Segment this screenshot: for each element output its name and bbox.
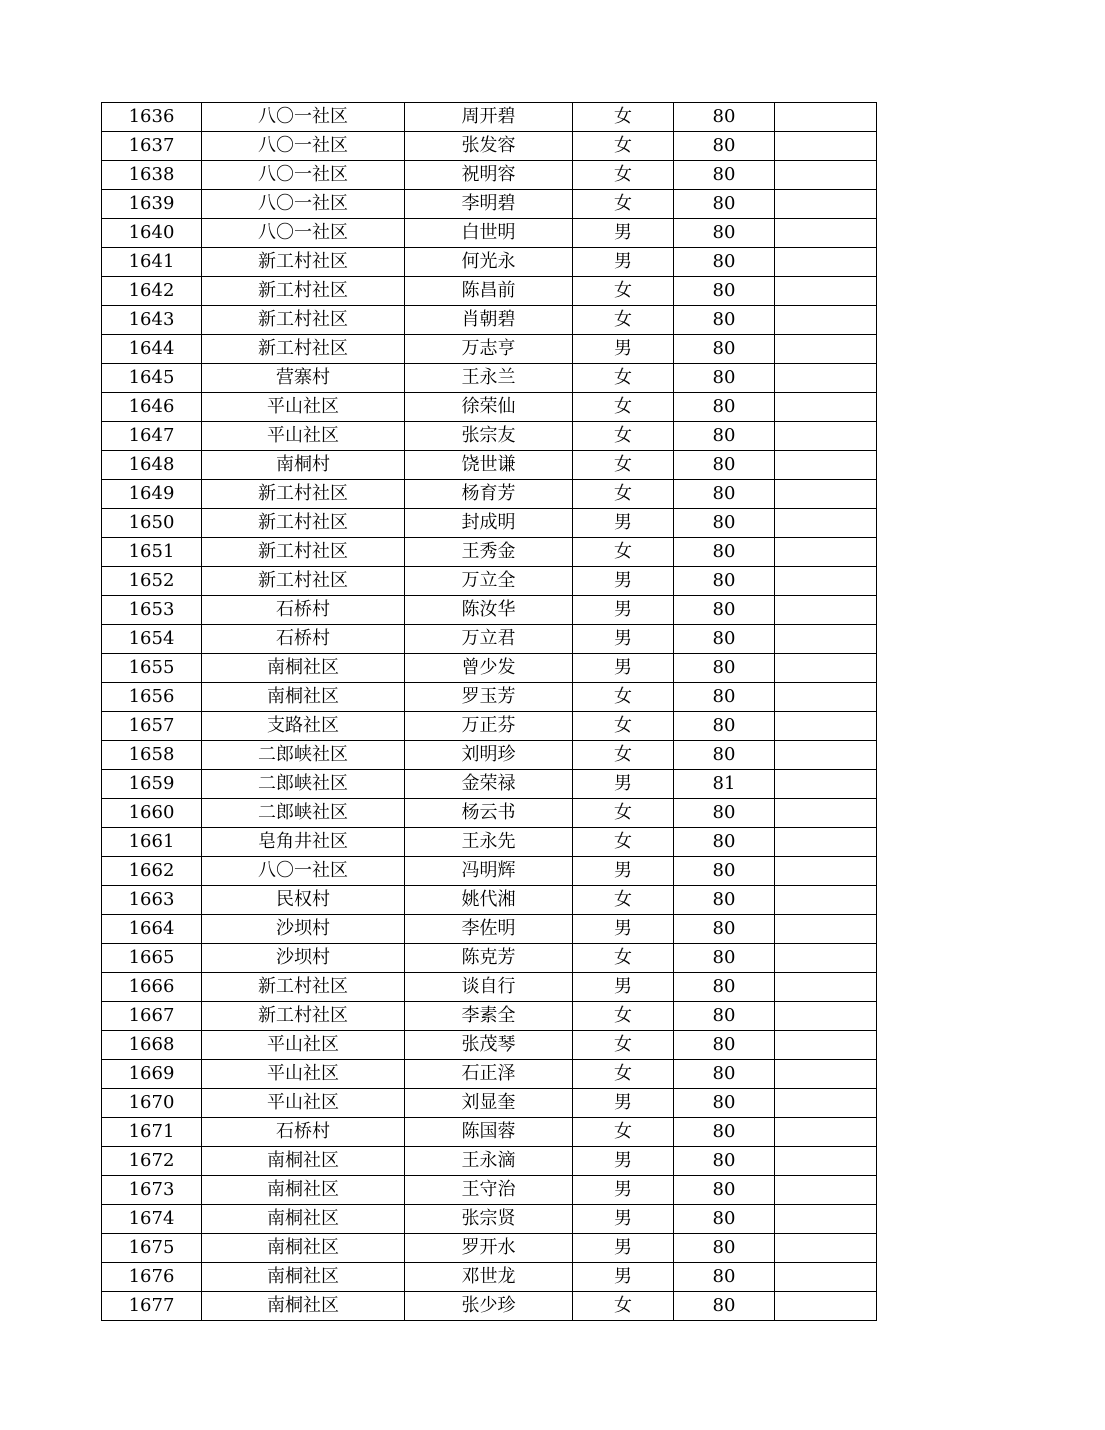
row-number-cell: 1677 [102, 1292, 202, 1321]
gender-cell: 男 [573, 973, 674, 1002]
table-row [102, 190, 877, 219]
community-cell: 南桐社区 [202, 654, 405, 683]
row-number-cell: 1645 [102, 364, 202, 393]
name-cell: 肖朝碧 [405, 306, 573, 335]
remark-cell [775, 1263, 877, 1292]
row-number-cell: 1643 [102, 306, 202, 335]
community-cell: 石桥村 [202, 596, 405, 625]
community-cell: 新工村社区 [202, 306, 405, 335]
row-number-cell: 1663 [102, 886, 202, 915]
table-row [102, 219, 877, 248]
community-cell: 新工村社区 [202, 509, 405, 538]
remark-cell [775, 741, 877, 770]
table-row [102, 1060, 877, 1089]
gender-cell: 女 [573, 886, 674, 915]
name-cell: 张茂琴 [405, 1031, 573, 1060]
row-number-cell: 1636 [102, 103, 202, 132]
community-cell: 八〇一社区 [202, 219, 405, 248]
table-row [102, 1031, 877, 1060]
row-number-cell: 1660 [102, 799, 202, 828]
community-cell: 民权村 [202, 886, 405, 915]
age-cell: 80 [674, 712, 775, 741]
community-cell: 南桐社区 [202, 683, 405, 712]
table-row [102, 538, 877, 567]
age-cell: 80 [674, 306, 775, 335]
remark-cell [775, 190, 877, 219]
age-cell: 80 [674, 248, 775, 277]
table-row [102, 306, 877, 335]
gender-cell: 女 [573, 1060, 674, 1089]
name-cell: 陈克芳 [405, 944, 573, 973]
community-cell: 沙坝村 [202, 944, 405, 973]
table-row [102, 103, 877, 132]
remark-cell [775, 973, 877, 1002]
age-cell: 80 [674, 1176, 775, 1205]
remark-cell [775, 1292, 877, 1321]
row-number-cell: 1647 [102, 422, 202, 451]
table-row [102, 857, 877, 886]
gender-cell: 女 [573, 1031, 674, 1060]
table-row [102, 1263, 877, 1292]
table-row [102, 364, 877, 393]
row-number-cell: 1650 [102, 509, 202, 538]
row-number-cell: 1672 [102, 1147, 202, 1176]
name-cell: 万正芬 [405, 712, 573, 741]
row-number-cell: 1648 [102, 451, 202, 480]
gender-cell: 女 [573, 1002, 674, 1031]
community-cell: 南桐社区 [202, 1234, 405, 1263]
row-number-cell: 1653 [102, 596, 202, 625]
row-number-cell: 1654 [102, 625, 202, 654]
row-number-cell: 1657 [102, 712, 202, 741]
remark-cell [775, 1060, 877, 1089]
age-cell: 80 [674, 480, 775, 509]
row-number-cell: 1671 [102, 1118, 202, 1147]
row-number-cell: 1675 [102, 1234, 202, 1263]
remark-cell [775, 1002, 877, 1031]
community-cell: 南桐社区 [202, 1147, 405, 1176]
name-cell: 万立全 [405, 567, 573, 596]
remark-cell [775, 857, 877, 886]
remark-cell [775, 538, 877, 567]
age-cell: 80 [674, 451, 775, 480]
community-cell: 新工村社区 [202, 277, 405, 306]
remark-cell [775, 1176, 877, 1205]
name-cell: 石正泽 [405, 1060, 573, 1089]
age-cell: 80 [674, 683, 775, 712]
name-cell: 封成明 [405, 509, 573, 538]
gender-cell: 女 [573, 944, 674, 973]
gender-cell: 男 [573, 248, 674, 277]
age-cell: 80 [674, 393, 775, 422]
community-cell: 南桐社区 [202, 1176, 405, 1205]
gender-cell: 男 [573, 1147, 674, 1176]
remark-cell [775, 770, 877, 799]
age-cell: 80 [674, 1234, 775, 1263]
row-number-cell: 1655 [102, 654, 202, 683]
name-cell: 李素全 [405, 1002, 573, 1031]
age-cell: 80 [674, 1002, 775, 1031]
gender-cell: 男 [573, 596, 674, 625]
table-row [102, 277, 877, 306]
name-cell: 王永滴 [405, 1147, 573, 1176]
age-cell: 80 [674, 277, 775, 306]
name-cell: 罗开水 [405, 1234, 573, 1263]
name-cell: 曾少发 [405, 654, 573, 683]
row-number-cell: 1641 [102, 248, 202, 277]
row-number-cell: 1676 [102, 1263, 202, 1292]
gender-cell: 女 [573, 190, 674, 219]
age-cell: 80 [674, 1147, 775, 1176]
community-cell: 南桐社区 [202, 1205, 405, 1234]
name-cell: 李佐明 [405, 915, 573, 944]
age-cell: 80 [674, 973, 775, 1002]
gender-cell: 女 [573, 451, 674, 480]
table-row [102, 886, 877, 915]
community-cell: 八〇一社区 [202, 857, 405, 886]
table-row [102, 770, 877, 799]
community-cell: 平山社区 [202, 422, 405, 451]
table-row [102, 1176, 877, 1205]
name-cell: 饶世谦 [405, 451, 573, 480]
age-cell: 80 [674, 1031, 775, 1060]
gender-cell: 男 [573, 335, 674, 364]
age-cell: 80 [674, 654, 775, 683]
table-row [102, 335, 877, 364]
name-cell: 陈昌前 [405, 277, 573, 306]
community-cell: 新工村社区 [202, 567, 405, 596]
remark-cell [775, 567, 877, 596]
table-row [102, 248, 877, 277]
name-cell: 张宗贤 [405, 1205, 573, 1234]
age-cell: 80 [674, 944, 775, 973]
age-cell: 80 [674, 857, 775, 886]
data-table [101, 102, 877, 1321]
community-cell: 南桐村 [202, 451, 405, 480]
gender-cell: 男 [573, 857, 674, 886]
row-number-cell: 1666 [102, 973, 202, 1002]
name-cell: 冯明辉 [405, 857, 573, 886]
age-cell: 80 [674, 915, 775, 944]
gender-cell: 女 [573, 1118, 674, 1147]
age-cell: 80 [674, 364, 775, 393]
row-number-cell: 1664 [102, 915, 202, 944]
remark-cell [775, 1031, 877, 1060]
table-row [102, 393, 877, 422]
remark-cell [775, 915, 877, 944]
remark-cell [775, 1147, 877, 1176]
table-row [102, 712, 877, 741]
remark-cell [775, 451, 877, 480]
row-number-cell: 1661 [102, 828, 202, 857]
remark-cell [775, 219, 877, 248]
gender-cell: 女 [573, 480, 674, 509]
name-cell: 王永先 [405, 828, 573, 857]
community-cell: 新工村社区 [202, 480, 405, 509]
name-cell: 周开碧 [405, 103, 573, 132]
remark-cell [775, 886, 877, 915]
community-cell: 二郎峡社区 [202, 799, 405, 828]
name-cell: 徐荣仙 [405, 393, 573, 422]
community-cell: 平山社区 [202, 1089, 405, 1118]
community-cell: 二郎峡社区 [202, 770, 405, 799]
name-cell: 王秀金 [405, 538, 573, 567]
gender-cell: 男 [573, 1176, 674, 1205]
age-cell: 81 [674, 770, 775, 799]
name-cell: 张少珍 [405, 1292, 573, 1321]
table-row [102, 944, 877, 973]
age-cell: 80 [674, 1292, 775, 1321]
name-cell: 刘显奎 [405, 1089, 573, 1118]
remark-cell [775, 364, 877, 393]
table-row [102, 1002, 877, 1031]
table-row [102, 1147, 877, 1176]
row-number-cell: 1667 [102, 1002, 202, 1031]
table-row [102, 451, 877, 480]
remark-cell [775, 596, 877, 625]
row-number-cell: 1659 [102, 770, 202, 799]
community-cell: 南桐社区 [202, 1263, 405, 1292]
remark-cell [775, 277, 877, 306]
age-cell: 80 [674, 538, 775, 567]
row-number-cell: 1670 [102, 1089, 202, 1118]
gender-cell: 男 [573, 1263, 674, 1292]
remark-cell [775, 161, 877, 190]
name-cell: 李明碧 [405, 190, 573, 219]
gender-cell: 男 [573, 915, 674, 944]
name-cell: 刘明珍 [405, 741, 573, 770]
community-cell: 新工村社区 [202, 973, 405, 1002]
table-row [102, 799, 877, 828]
gender-cell: 男 [573, 509, 674, 538]
remark-cell [775, 944, 877, 973]
age-cell: 80 [674, 219, 775, 248]
gender-cell: 男 [573, 770, 674, 799]
table-row [102, 973, 877, 1002]
table-row [102, 422, 877, 451]
gender-cell: 女 [573, 799, 674, 828]
community-cell: 新工村社区 [202, 538, 405, 567]
remark-cell [775, 828, 877, 857]
remark-cell [775, 1205, 877, 1234]
name-cell: 邓世龙 [405, 1263, 573, 1292]
row-number-cell: 1662 [102, 857, 202, 886]
remark-cell [775, 132, 877, 161]
age-cell: 80 [674, 828, 775, 857]
table-row [102, 828, 877, 857]
community-cell: 八〇一社区 [202, 161, 405, 190]
gender-cell: 男 [573, 567, 674, 596]
remark-cell [775, 422, 877, 451]
table-row [102, 915, 877, 944]
name-cell: 白世明 [405, 219, 573, 248]
name-cell: 姚代湘 [405, 886, 573, 915]
row-number-cell: 1642 [102, 277, 202, 306]
row-number-cell: 1651 [102, 538, 202, 567]
age-cell: 80 [674, 1263, 775, 1292]
age-cell: 80 [674, 161, 775, 190]
name-cell: 陈汝华 [405, 596, 573, 625]
community-cell: 南桐社区 [202, 1292, 405, 1321]
name-cell: 祝明容 [405, 161, 573, 190]
age-cell: 80 [674, 741, 775, 770]
age-cell: 80 [674, 799, 775, 828]
gender-cell: 男 [573, 219, 674, 248]
community-cell: 新工村社区 [202, 1002, 405, 1031]
age-cell: 80 [674, 335, 775, 364]
remark-cell [775, 248, 877, 277]
gender-cell: 女 [573, 393, 674, 422]
table-body [102, 103, 877, 1321]
age-cell: 80 [674, 190, 775, 219]
gender-cell: 男 [573, 1089, 674, 1118]
row-number-cell: 1656 [102, 683, 202, 712]
community-cell: 石桥村 [202, 625, 405, 654]
gender-cell: 女 [573, 712, 674, 741]
row-number-cell: 1637 [102, 132, 202, 161]
table-row [102, 132, 877, 161]
community-cell: 新工村社区 [202, 248, 405, 277]
table-row [102, 1292, 877, 1321]
table-row [102, 567, 877, 596]
community-cell: 皂角井社区 [202, 828, 405, 857]
name-cell: 万立君 [405, 625, 573, 654]
name-cell: 杨云书 [405, 799, 573, 828]
remark-cell [775, 509, 877, 538]
age-cell: 80 [674, 132, 775, 161]
name-cell: 张发容 [405, 132, 573, 161]
remark-cell [775, 393, 877, 422]
gender-cell: 女 [573, 364, 674, 393]
gender-cell: 女 [573, 103, 674, 132]
community-cell: 营寨村 [202, 364, 405, 393]
age-cell: 80 [674, 567, 775, 596]
community-cell: 沙坝村 [202, 915, 405, 944]
table-row [102, 1089, 877, 1118]
table-row [102, 161, 877, 190]
table-row [102, 1118, 877, 1147]
remark-cell [775, 625, 877, 654]
name-cell: 杨育芳 [405, 480, 573, 509]
row-number-cell: 1658 [102, 741, 202, 770]
gender-cell: 女 [573, 741, 674, 770]
gender-cell: 女 [573, 277, 674, 306]
row-number-cell: 1646 [102, 393, 202, 422]
community-cell: 石桥村 [202, 1118, 405, 1147]
name-cell: 万志亨 [405, 335, 573, 364]
gender-cell: 女 [573, 422, 674, 451]
remark-cell [775, 712, 877, 741]
age-cell: 80 [674, 509, 775, 538]
remark-cell [775, 683, 877, 712]
age-cell: 80 [674, 1205, 775, 1234]
row-number-cell: 1652 [102, 567, 202, 596]
row-number-cell: 1668 [102, 1031, 202, 1060]
name-cell: 陈国蓉 [405, 1118, 573, 1147]
remark-cell [775, 1089, 877, 1118]
gender-cell: 女 [573, 1292, 674, 1321]
table-row [102, 654, 877, 683]
age-cell: 80 [674, 1118, 775, 1147]
age-cell: 80 [674, 886, 775, 915]
name-cell: 谈自行 [405, 973, 573, 1002]
community-cell: 平山社区 [202, 1031, 405, 1060]
community-cell: 支路社区 [202, 712, 405, 741]
remark-cell [775, 799, 877, 828]
community-cell: 八〇一社区 [202, 132, 405, 161]
gender-cell: 男 [573, 1205, 674, 1234]
gender-cell: 女 [573, 161, 674, 190]
age-cell: 80 [674, 422, 775, 451]
gender-cell: 男 [573, 654, 674, 683]
name-cell: 何光永 [405, 248, 573, 277]
gender-cell: 女 [573, 306, 674, 335]
gender-cell: 女 [573, 132, 674, 161]
row-number-cell: 1665 [102, 944, 202, 973]
name-cell: 金荣禄 [405, 770, 573, 799]
table-row [102, 480, 877, 509]
remark-cell [775, 480, 877, 509]
table-row [102, 683, 877, 712]
name-cell: 罗玉芳 [405, 683, 573, 712]
table-row [102, 509, 877, 538]
table-row [102, 596, 877, 625]
remark-cell [775, 335, 877, 364]
table-row [102, 1234, 877, 1263]
name-cell: 张宗友 [405, 422, 573, 451]
gender-cell: 男 [573, 1234, 674, 1263]
remark-cell [775, 654, 877, 683]
table-row [102, 1205, 877, 1234]
age-cell: 80 [674, 103, 775, 132]
row-number-cell: 1644 [102, 335, 202, 364]
name-cell: 王永兰 [405, 364, 573, 393]
name-cell: 王守治 [405, 1176, 573, 1205]
age-cell: 80 [674, 625, 775, 654]
gender-cell: 女 [573, 683, 674, 712]
row-number-cell: 1640 [102, 219, 202, 248]
age-cell: 80 [674, 1060, 775, 1089]
row-number-cell: 1674 [102, 1205, 202, 1234]
row-number-cell: 1639 [102, 190, 202, 219]
gender-cell: 男 [573, 625, 674, 654]
table-row [102, 625, 877, 654]
remark-cell [775, 103, 877, 132]
gender-cell: 女 [573, 538, 674, 567]
community-cell: 八〇一社区 [202, 103, 405, 132]
age-cell: 80 [674, 596, 775, 625]
age-cell: 80 [674, 1089, 775, 1118]
community-cell: 平山社区 [202, 393, 405, 422]
community-cell: 二郎峡社区 [202, 741, 405, 770]
remark-cell [775, 1234, 877, 1263]
remark-cell [775, 306, 877, 335]
row-number-cell: 1669 [102, 1060, 202, 1089]
community-cell: 八〇一社区 [202, 190, 405, 219]
community-cell: 新工村社区 [202, 335, 405, 364]
gender-cell: 女 [573, 828, 674, 857]
row-number-cell: 1649 [102, 480, 202, 509]
community-cell: 平山社区 [202, 1060, 405, 1089]
table-row [102, 741, 877, 770]
row-number-cell: 1638 [102, 161, 202, 190]
remark-cell [775, 1118, 877, 1147]
row-number-cell: 1673 [102, 1176, 202, 1205]
